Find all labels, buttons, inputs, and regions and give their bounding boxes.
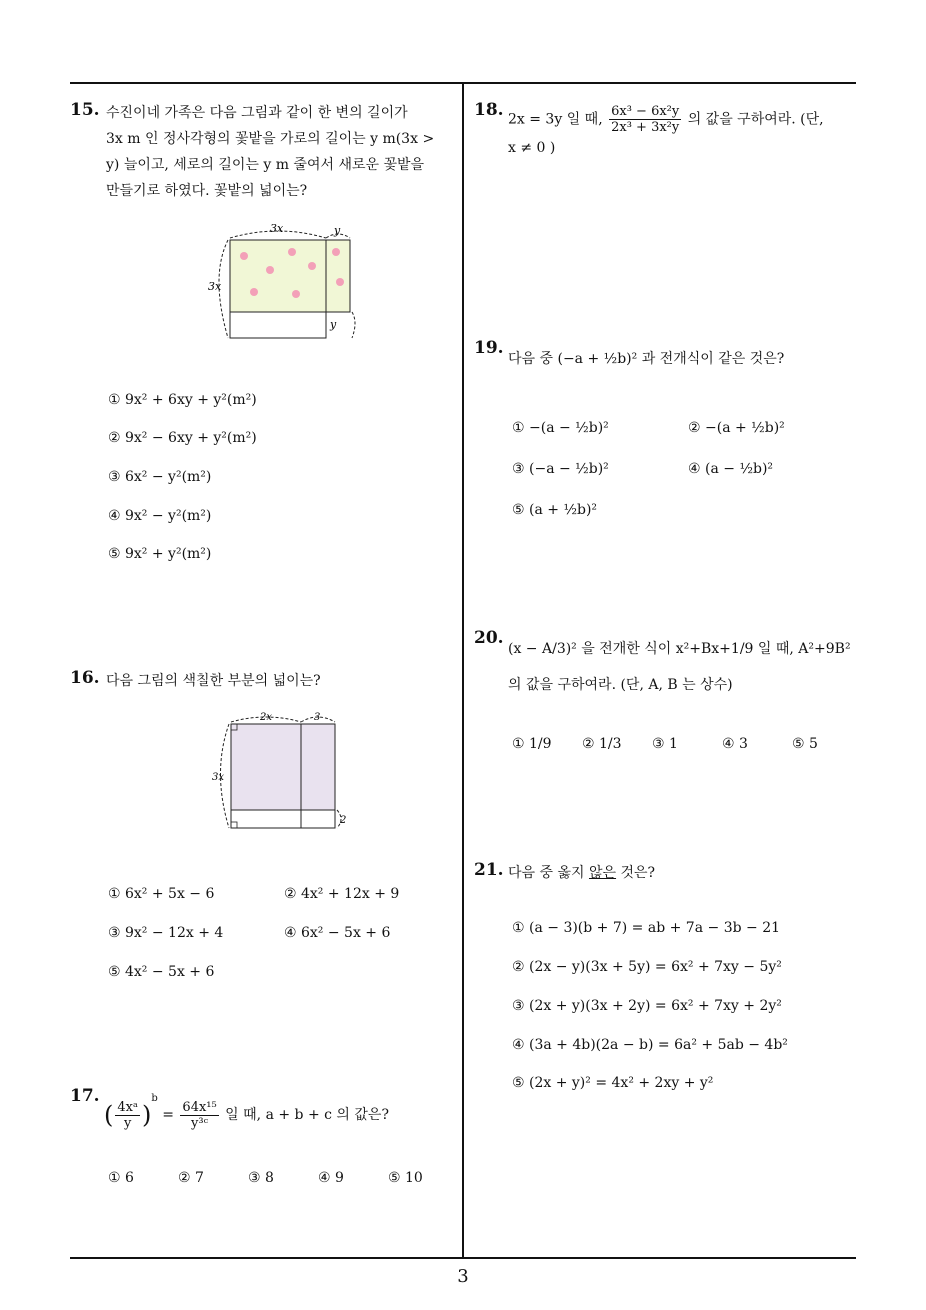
figure-label: 3x	[208, 280, 222, 293]
figure-label: 2	[340, 815, 347, 826]
question-number: 19.	[474, 338, 504, 358]
q15-option-3[interactable]: ③ 6x² − y²(m²)	[108, 469, 212, 485]
page-number: 3	[457, 1266, 469, 1287]
flowerbed-figure	[200, 222, 360, 344]
q19-option-1[interactable]: ① −(a − ½b)²	[512, 420, 609, 436]
fraction-numerator: 64x¹⁵	[182, 1099, 217, 1115]
question-17: 17. ( $\frac{\text{4xᵃ}}{y}$ )$^b$ = $\frac{\text{64x¹⁵}}{\text{y³ᶜ}}$ 일 때, a + b + c 의 값은?	[70, 1086, 389, 1131]
fraction-numerator: 4xᵃ	[117, 1099, 138, 1115]
question-number: 18.	[474, 100, 504, 120]
stem-text: 과 전개식이 같은 것은?	[641, 351, 785, 367]
equals-sign: =	[162, 1107, 174, 1123]
q15-option-1[interactable]: ① 9x² + 6xy + y²(m²)	[108, 392, 257, 408]
question-number: 21.	[474, 860, 504, 880]
stem-text: 일 때, A²+9B²	[757, 641, 851, 657]
math-expression: (x − A/3)²	[508, 641, 577, 657]
stem-line: 다음 그림의 색칠한 부분의 넓이는?	[106, 673, 321, 689]
fraction-denominator: 2x³ + 3x²y	[611, 120, 680, 135]
q17-option-1[interactable]: ① 6	[108, 1170, 134, 1186]
fraction-denominator: y³ᶜ	[191, 1115, 209, 1131]
figure-label: 3	[314, 712, 321, 723]
q20-option-4[interactable]: ④ 3	[722, 736, 748, 752]
q15-option-2[interactable]: ② 9x² − 6xy + y²(m²)	[108, 430, 257, 446]
question-number: 15.	[70, 100, 100, 120]
q20-option-1[interactable]: ① 1/9	[512, 736, 552, 752]
figure-label: y	[334, 224, 341, 237]
question-number: 16.	[70, 668, 100, 688]
q16-option-3[interactable]: ③ 9x² − 12x + 4	[108, 925, 224, 941]
q21-option-1[interactable]: ① (a − 3)(b + 7) = ab + 7a − 3b − 21	[512, 920, 781, 936]
stem-line: 의 값을 구하여라. (단, A, B 는 상수)	[508, 677, 733, 693]
stem-line: 만들기로 하였다. 꽃밭의 넓이는?	[106, 183, 308, 199]
stem-text: 일 때, a + b + c 의 값은?	[225, 1107, 389, 1123]
q19-option-4[interactable]: ④ (a − ½b)²	[688, 461, 774, 477]
exponent: b	[151, 1093, 158, 1104]
q17-option-5[interactable]: ⑤ 10	[388, 1170, 423, 1186]
q19-option-3[interactable]: ③ (−a − ½b)²	[512, 461, 609, 477]
q19-option-5[interactable]: ⑤ (a + ½b)²	[512, 502, 598, 518]
stem-text: 다음 중	[508, 351, 554, 367]
q20-option-5[interactable]: ⑤ 5	[792, 736, 818, 752]
q16-option-5[interactable]: ⑤ 4x² − 5x + 6	[108, 964, 215, 980]
figure-label: 3x	[270, 222, 284, 235]
q19-option-2[interactable]: ② −(a + ½b)²	[688, 420, 785, 436]
q17-option-3[interactable]: ③ 8	[248, 1170, 274, 1186]
q17-option-4[interactable]: ④ 9	[318, 1170, 344, 1186]
q17-option-2[interactable]: ② 7	[178, 1170, 204, 1186]
question-number: 17.	[70, 1086, 100, 1106]
q16-option-4[interactable]: ④ 6x² − 5x + 6	[284, 925, 391, 941]
q16-option-1[interactable]: ① 6x² + 5x − 6	[108, 886, 215, 902]
stem-line: 수진이네 가족은 다음 그림과 같이 한 변의 길이가	[106, 105, 408, 121]
fraction-denominator: y	[124, 1115, 132, 1131]
stem-text: 다음 중 옳지	[508, 865, 589, 881]
q15-option-5[interactable]: ⑤ 9x² + y²(m²)	[108, 546, 212, 562]
q15-option-4[interactable]: ④ 9x² − y²(m²)	[108, 508, 212, 524]
shaded-rectangle-figure	[206, 708, 356, 832]
math-expression: (−a + ½b)²	[557, 351, 638, 367]
stem-line: y) 늘이고, 세로의 길이는 y m 줄여서 새로운 꽃밭을	[106, 157, 425, 173]
figure-label: y	[330, 318, 337, 331]
stem-line: x ≠ 0 )	[508, 140, 556, 156]
stem-text: 2x = 3y 일 때,	[508, 111, 603, 128]
stem-text: 을 전개한 식이 x²+Bx+	[581, 641, 731, 657]
q21-option-3[interactable]: ③ (2x + y)(3x + 2y) = 6x² + 7xy + 2y²	[512, 998, 782, 1014]
q16-option-2[interactable]: ② 4x² + 12x + 9	[284, 886, 400, 902]
stem-line: 3x m 인 정사각형의 꽃밭을 가로의 길이는 y m(3x >	[106, 131, 435, 147]
stem-text: 의 값을 구하여라. (단,	[687, 111, 824, 128]
q20-option-2[interactable]: ② 1/3	[582, 736, 622, 752]
math-fraction: 1/9	[730, 641, 754, 657]
q21-option-5[interactable]: ⑤ (2x + y)² = 4x² + 2xy + y²	[512, 1075, 714, 1091]
figure-label: 2x	[260, 712, 273, 723]
q20-option-3[interactable]: ③ 1	[652, 736, 678, 752]
q21-option-4[interactable]: ④ (3a + 4b)(2a − b) = 6a² + 5ab − 4b²	[512, 1037, 788, 1053]
column-divider	[462, 83, 464, 1259]
fraction-numerator: 6x³ − 6x²y	[611, 104, 680, 119]
stem-text: 것은?	[616, 865, 656, 881]
figure-label: 3x	[212, 772, 225, 783]
underlined-word: 않은	[588, 865, 617, 881]
q21-option-2[interactable]: ② (2x − y)(3x + 5y) = 6x² + 7xy − 5y²	[512, 959, 782, 975]
question-number: 20.	[474, 628, 504, 648]
